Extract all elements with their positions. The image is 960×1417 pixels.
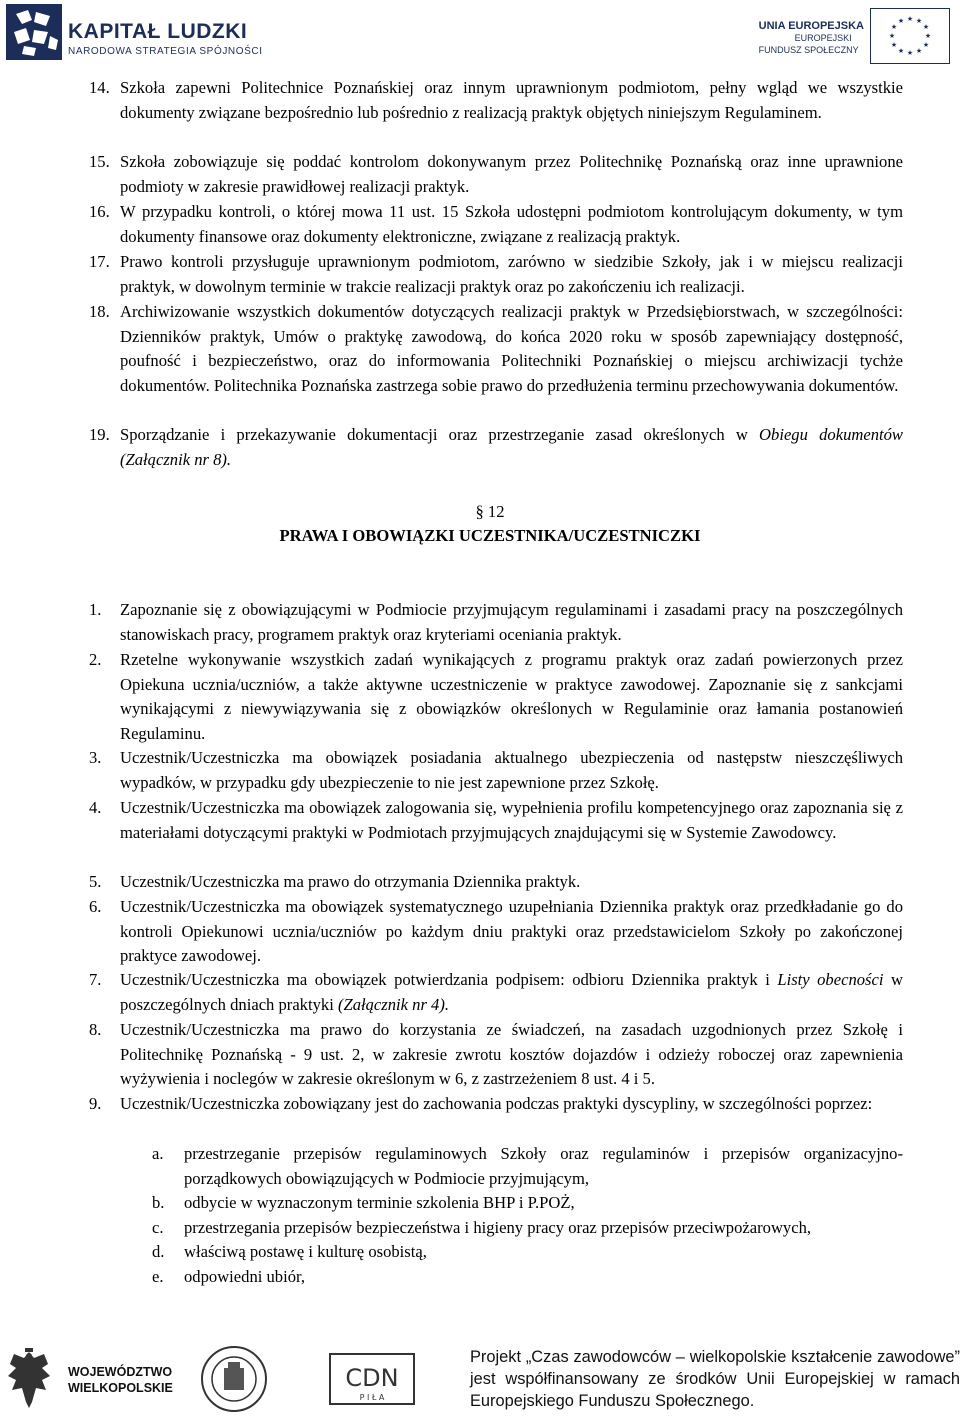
subitem-text: odbycie w wyznaczonym terminie szkolenia BHP i P.POŻ, — [184, 1193, 575, 1212]
item-number: 9. — [89, 1094, 102, 1113]
eu-logo-text — [759, 20, 864, 56]
item-text: Zapoznanie się z obowiązującymi w Podmiocie przyjmującym regulaminami i zasadami pracy na poszczególnych stanowiskach pracy, programem praktyk oraz kryteriami oceniania praktyk. — [120, 600, 903, 644]
section-text: W przypadku kontroli, o której mowa 11 ust. 15 Szkoła udostępni podmiotom kontrolującym dokumenty, w tym dokumenty finansowe oraz dokumenty elektroniczne, związane z realizacją praktyk. — [120, 202, 903, 246]
eu-flag-icon — [870, 8, 950, 64]
section-heading-number: § 12 — [475, 502, 505, 521]
section-number: 16. — [89, 202, 110, 221]
item-text: Uczestnik/Uczestniczka ma obowiązek systematycznego uzupełniania Dziennika praktyk oraz przedkładanie go do kontroli Opiekunowi ucznia/uczniów po każdym dniu praktyki oraz przedstawicielom Szkoły po zakończonej praktyce zawodowej. — [120, 897, 903, 966]
eagle-coat-of-arms-icon — [4, 1346, 54, 1412]
item-number: 6. — [89, 897, 102, 916]
item-number: 2. — [89, 650, 102, 669]
woj-line2: WIELKOPOLSKIE — [68, 1381, 173, 1395]
section-text: Szkoła zobowiązuje się poddać kontrolom dokonywanym przez Politechnikę Poznańską oraz inne uprawnione podmioty w zakresie prawidłowej realizacji praktyk. — [120, 152, 903, 196]
page-header — [0, 0, 960, 70]
svg-text:★: ★ — [915, 47, 923, 55]
section-text: Sporządzanie i przekazywanie dokumentacji oraz przestrzeganie zasad określonych w — [120, 425, 760, 444]
item-1 — [89, 598, 903, 647]
item-number: 8. — [89, 1020, 102, 1039]
section-15 — [89, 150, 903, 199]
item-number: 7. — [89, 970, 102, 989]
item-text-italic: Listy obecności — [777, 970, 884, 989]
item-2 — [89, 648, 903, 746]
svg-text:★: ★ — [922, 23, 930, 31]
eu-line1: UNIA EUROPEJSKA — [758, 20, 864, 32]
svg-text:★: ★ — [906, 49, 914, 57]
item-text: Uczestnik/Uczestniczka zobowiązany jest do zachowania podczas praktyki dyscypliny, w szczególności poprzez: — [120, 1094, 873, 1113]
item-8 — [89, 1018, 903, 1092]
item-text: Uczestnik/Uczestniczka ma obowiązek posiadania aktualnego ubezpieczenia od następstw nieszczęśliwych wypadków, w przypadku gdy ubezpieczenie to nie jest zapewnione przez Szkołę. — [120, 748, 903, 792]
item-text: Uczestnik/Uczestniczka ma obowiązek zalogowania się, wypełnienia profilu kompetencyjnego oraz zapoznania się z materiałami dotyczącymi praktyki w Podmiotach przyjmujących znajdującymi się w Systemie Zawodowcy. — [120, 798, 903, 842]
svg-text:★: ★ — [924, 32, 932, 40]
svg-text:★: ★ — [890, 41, 898, 49]
section-text: Szkoła zapewni Politechnice Poznańskiej oraz innym uprawnionym podmiotom, pełny wgląd we wszystkie dokumenty związane bezpośrednio lub pośrednio z realizacją praktyk objętych niniejszym Regulaminem. — [120, 78, 903, 122]
kapital-ludzki-subtitle: NARODOWA STRATEGIA SPÓJNOŚCI — [68, 46, 263, 57]
subitem-letter: a. — [152, 1144, 164, 1163]
politechnika-seal-icon — [196, 1344, 272, 1414]
project-funding-text: Projekt „Czas zawodowców – wielkopolskie kształcenie zawodowe” jest współfinansowany ze środków Unii Europejskiej w ramach Europejskiego Funduszu Społecznego. — [470, 1348, 960, 1410]
item-text: Uczestnik/Uczestniczka ma obowiązek potwierdzania podpisem: odbioru Dziennika praktyk i — [120, 970, 778, 989]
page-footer — [0, 1340, 960, 1417]
item-5 — [89, 870, 903, 895]
item-7 — [89, 968, 903, 1017]
section-14 — [89, 76, 903, 125]
section-heading-title: PRAWA I OBOWIĄZKI UCZESTNIKA/UCZESTNICZKI — [279, 526, 701, 545]
section-text: Archiwizowanie wszystkich dokumentów dotyczących realizacji praktyk w Przedsiębiorstwach, w szczególności: Dzienników praktyk, Umów o praktykę zawodową, do końca 2020 roku w sposób zapewniający dostępność, poufność i bezpieczeństwo, oraz do informowania Politechniki Poznańskiej o miejscu archiwizacji tychże dokumentów. Politechnika Poznańska zastrzega sobie prawo do przedłużenia terminu przechowywania dokumentów. — [120, 302, 903, 395]
svg-text:★: ★ — [888, 32, 896, 40]
subitem-e — [152, 1265, 903, 1290]
item-4 — [89, 796, 903, 845]
item-9 — [89, 1092, 903, 1117]
cdn-text: CDN — [345, 1364, 399, 1392]
subitem-text: przestrzegania przepisów bezpieczeństwa i higieny pracy oraz przepisów przeciwpożarowych, — [184, 1218, 812, 1237]
section-18 — [89, 300, 903, 398]
svg-text:★: ★ — [890, 23, 898, 31]
eu-line2: EUROPEJSKI — [794, 33, 852, 43]
kapital-ludzki-logo-icon — [6, 4, 64, 60]
subitem-letter: e. — [152, 1267, 164, 1286]
subitem-c — [152, 1216, 903, 1241]
heading-number: 12 — [487, 502, 505, 521]
eu-line3: FUNDUSZ SPOŁECZNY — [758, 45, 859, 55]
section-17 — [89, 250, 903, 299]
item-text-cont: w poszczególnych dniach praktyki — [120, 970, 903, 1014]
section-number: 19. — [89, 425, 110, 444]
subitem-d — [152, 1240, 903, 1265]
section-16 — [89, 200, 903, 249]
section-number: 18. — [89, 302, 110, 321]
item-text: Rzetelne wykonywanie wszystkich zadań wynikających z programu praktyk oraz zadań powierzonych przez Opiekuna ucznia/uczniów, a także aktywne uczestniczenie w praktyce zawodowej. Zapoznanie się z sankcjami wynikającymi z niewywiązywania się z obowiązków określonych w Regulaminie oraz łamania postanowień Regulaminu. — [120, 650, 903, 743]
svg-text:★: ★ — [906, 15, 914, 23]
subitem-text: właściwą postawę i kulturę osobistą, — [184, 1242, 427, 1261]
item-number: 3. — [89, 748, 102, 767]
item-number: 4. — [89, 798, 102, 817]
section-number: 17. — [89, 252, 110, 271]
subitem-letter: c. — [152, 1218, 164, 1237]
subitem-letter: b. — [152, 1193, 165, 1212]
cdn-sub-text: P I Ł A — [359, 1393, 385, 1402]
svg-text:★: ★ — [915, 17, 923, 25]
subitem-a — [152, 1142, 903, 1191]
section-number: 14. — [89, 78, 110, 97]
subitem-text: przestrzeganie przepisów regulaminowych Szkoły oraz regulaminów i przepisów organizacyjno-porządkowych obowiązujących w Podmiocie przyjmującym, — [184, 1144, 903, 1188]
item-text: Uczestnik/Uczestniczka ma prawo do korzystania ze świadczeń, na zasadach uzgodnionych przez Szkołę i Politechnikę Poznańską - 9 ust. 2, w zakresie zwrotu kosztów dojazdów i odzieży roboczej oraz zapewnienia wyżywienia i noclegów w zakresie określonym w 6, z zastrzeżeniem 8 ust. 4 i 5. — [120, 1020, 903, 1089]
section-text: Prawo kontroli przysługuje uprawnionym podmiotom, zarówno w siedzibie Szkoły, jak i w miejscu realizacji praktyk, w dowolnym terminie w trakcie realizacji praktyk oraz po zakończeniu ich realizacji. — [120, 252, 903, 296]
cdn-pila-logo-icon — [328, 1348, 416, 1410]
svg-text:★: ★ — [922, 41, 930, 49]
section-19 — [89, 423, 903, 472]
woj-line1: WOJEWÓDZTWO — [68, 1365, 173, 1379]
item-3 — [89, 746, 903, 795]
item-number: 5. — [89, 872, 102, 891]
item-text: Uczestnik/Uczestniczka ma prawo do otrzymania Dziennika praktyk. — [120, 872, 581, 891]
svg-text:★: ★ — [897, 47, 905, 55]
kapital-ludzki-title: KAPITAŁ LUDZKI — [68, 20, 248, 43]
item-text-italic2: (Załącznik nr 4). — [337, 994, 450, 1014]
item-6 — [89, 895, 903, 969]
subitem-text: odpowiedni ubiór, — [184, 1267, 306, 1286]
subitem-b — [152, 1191, 903, 1216]
section-number: 15. — [89, 152, 110, 171]
wojewodztwo-logo-text — [68, 1364, 173, 1396]
svg-text:★: ★ — [897, 17, 905, 25]
item-number: 1. — [89, 600, 102, 619]
subitem-letter: d. — [152, 1242, 165, 1261]
section-text-italic: Obiegu dokumentów (Załącznik nr 8). — [120, 425, 903, 469]
